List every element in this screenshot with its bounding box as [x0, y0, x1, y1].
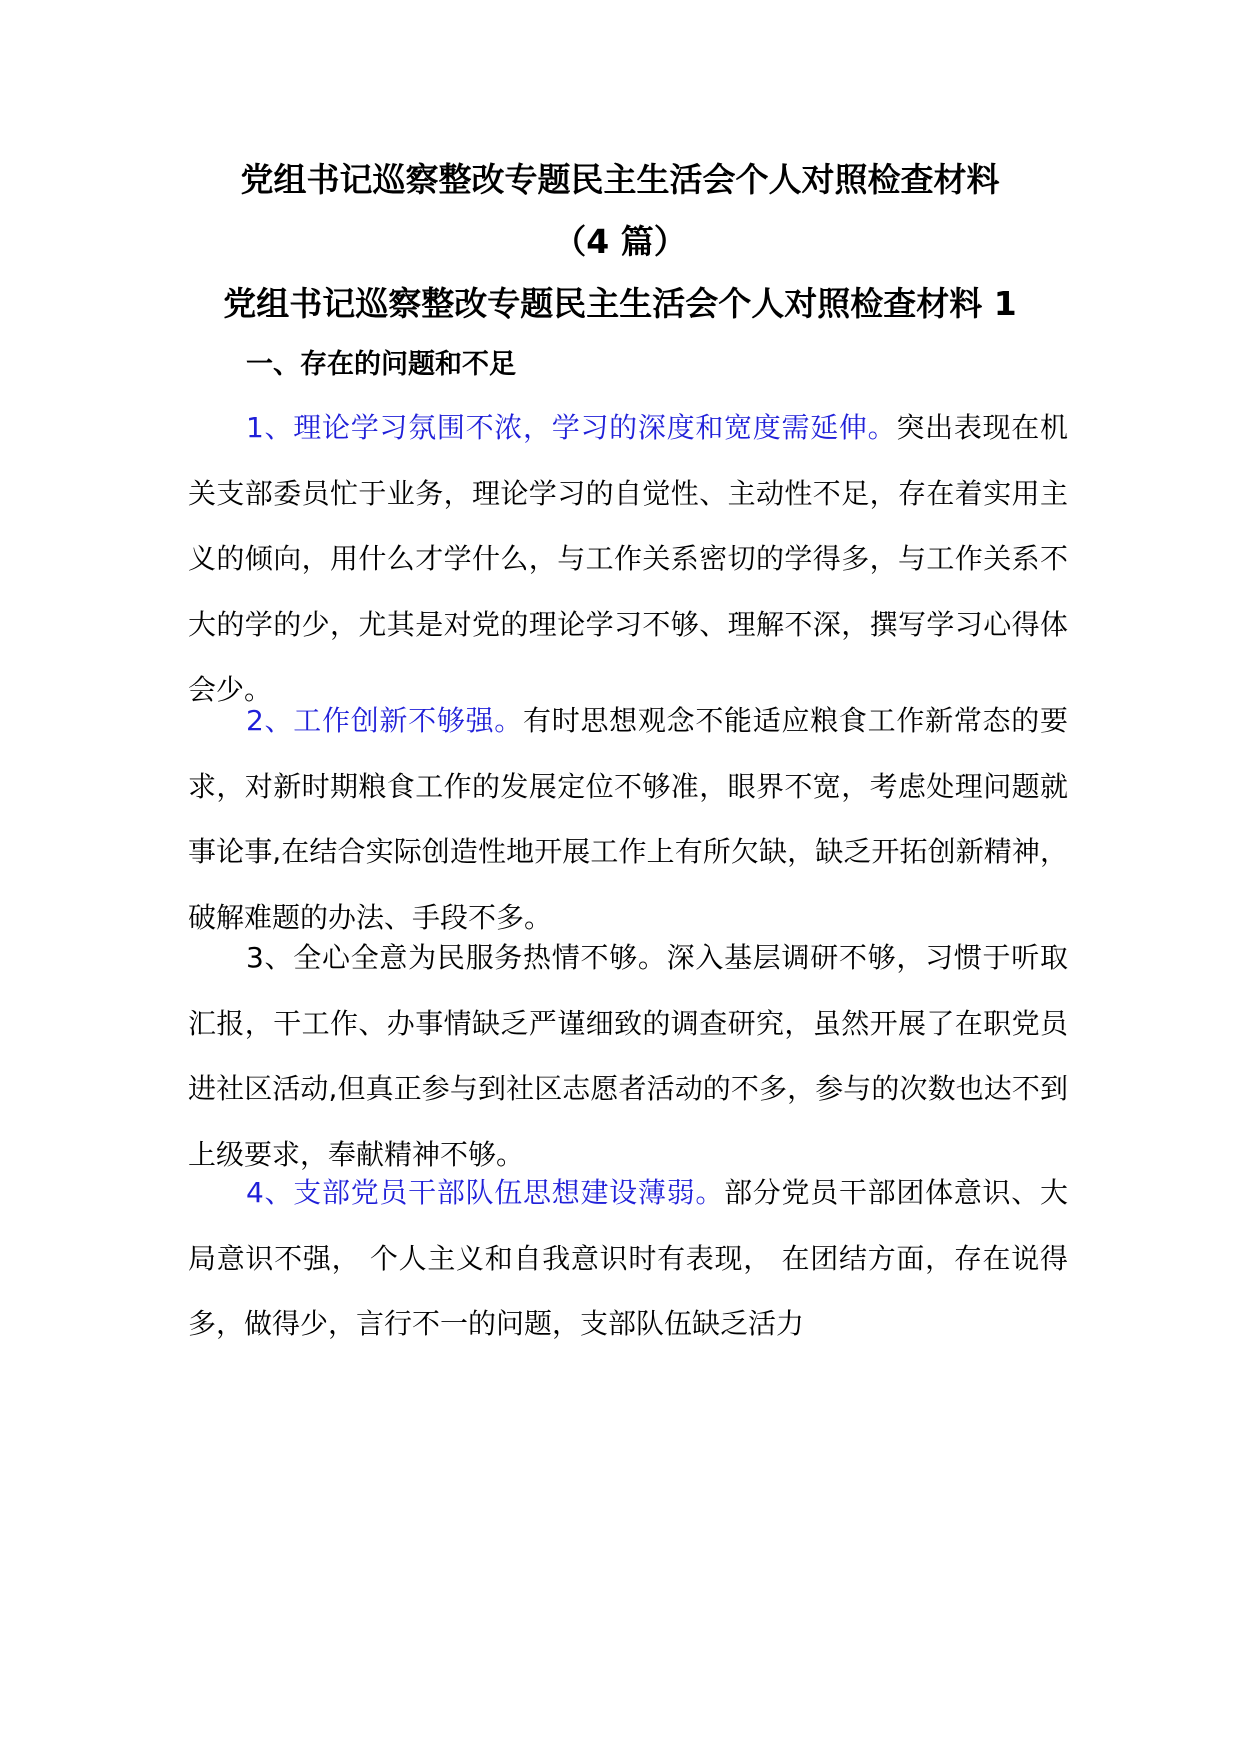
- paragraph-1-lead: 1、理论学习氛围不浓，学习的深度和宽度需延伸。: [246, 411, 897, 444]
- paragraph-2-lead: 2、工作创新不够强。: [246, 704, 524, 737]
- paragraph-4: [188, 1160, 1068, 1357]
- paragraph-2-body: 有时思想观念不能适应粮食工作新常态的要求，对新时期粮食工作的发展定位不够准，眼界不宽，考虑处理问题就事论事,在结合实际创造性地开展工作上有所欠缺，缺乏开拓创新精神，破解难题的办法、手段不多。: [188, 704, 1068, 934]
- document-title-line-2: （4 篇）: [553, 222, 687, 261]
- paragraph-4-body: 部分党员干部团体意识、大局意识不强， 个人主义和自我意识时有表现， 在团结方面，存在说得多，做得少，言行不一的问题，支部队伍缺乏活力: [188, 1176, 1068, 1340]
- paragraph-3: [188, 925, 1068, 1187]
- section-heading: 一、存在的问题和不足: [246, 349, 516, 380]
- paragraph-3-body: 3、全心全意为民服务热情不够。深入基层调研不够，习惯于听取汇报，干工作、办事情缺乏严谨细致的调查研究，虽然开展了在职党员进社区活动,但真正参与到社区志愿者活动的不多，参与的次数也达不到上级要求，奉献精神不够。: [188, 941, 1068, 1171]
- document-title-line-1: 党组书记巡察整改专题民主生活会个人对照检查材料: [240, 160, 1000, 199]
- paragraph-4-lead: 4、支部党员干部队伍思想建设薄弱。: [246, 1176, 725, 1209]
- paragraph-2: [188, 688, 1068, 950]
- paragraph-1-body: 突出表现在机关支部委员忙于业务，理论学习的自觉性、主动性不足，存在着实用主义的倾向，用什么才学什么，与工作关系密切的学得多，与工作关系不大的学的少，尤其是对党的理论学习不够、理解不深，撰写学习心得体会少。: [188, 411, 1068, 706]
- paragraph-1: [188, 395, 1068, 723]
- document-subtitle: 党组书记巡察整改专题民主生活会个人对照检查材料 1: [223, 284, 1017, 323]
